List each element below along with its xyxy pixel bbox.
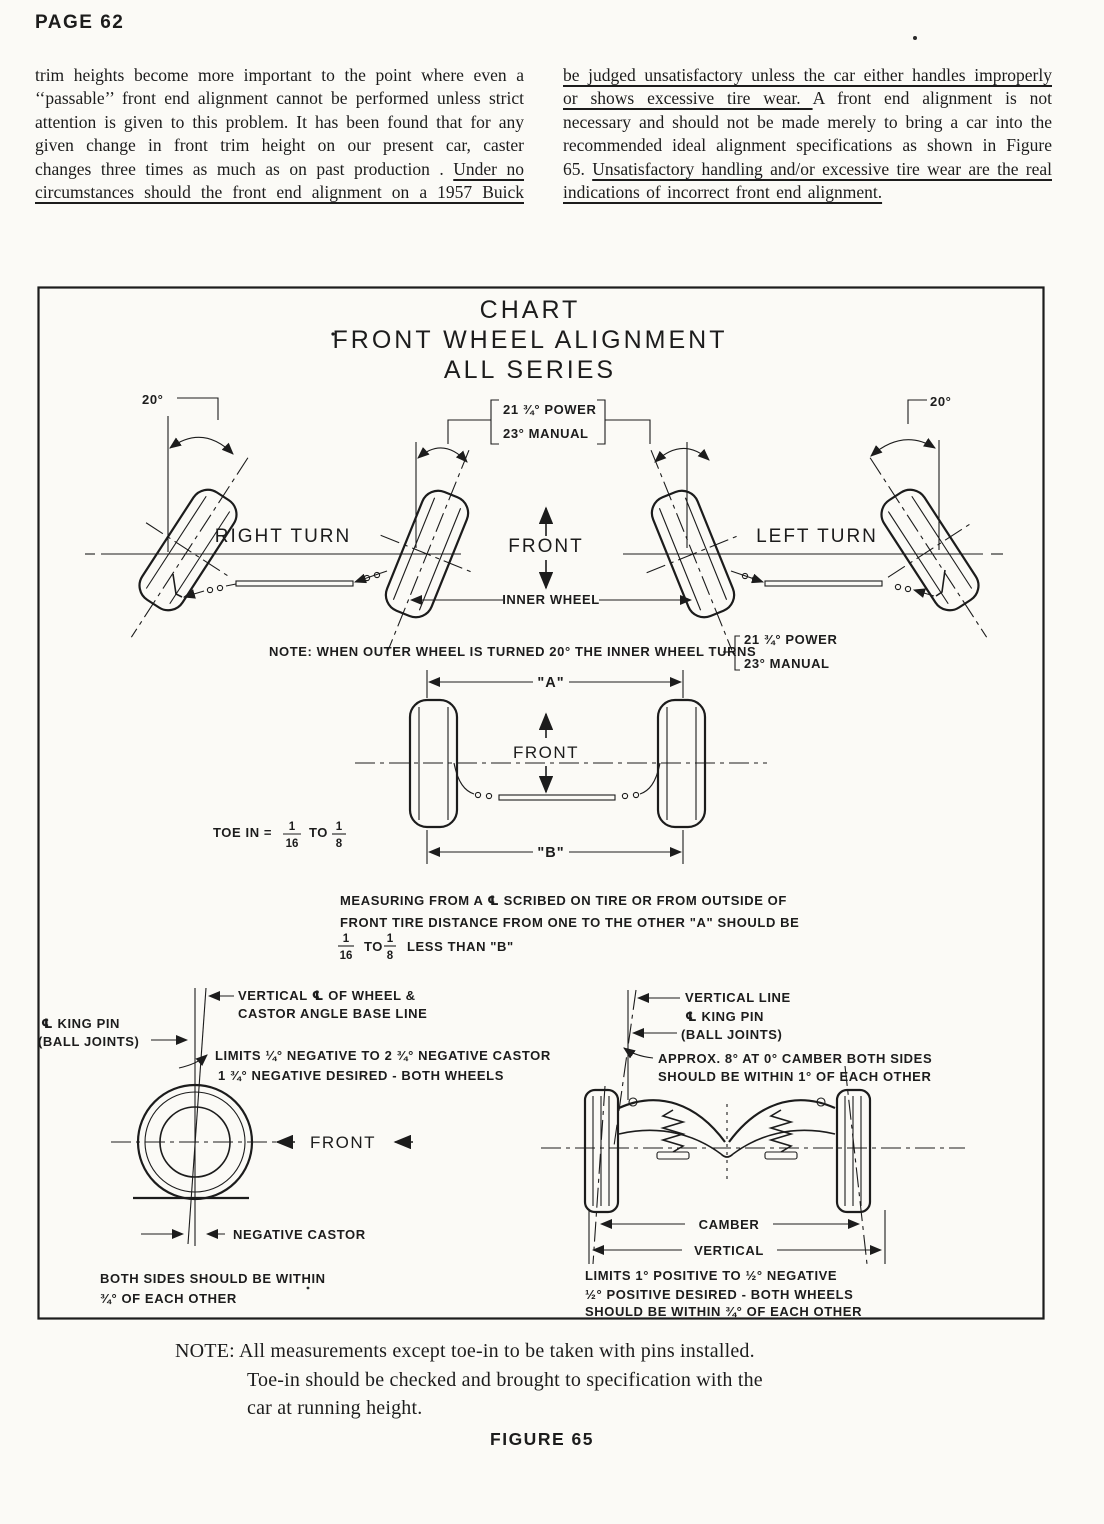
measuring-note-line1: MEASURING FROM A ℄ SCRIBED ON TIRE OR FROM OUTSIDE OF <box>340 893 787 908</box>
king-pin-label-1: ℄ KING PIN <box>41 1016 121 1031</box>
king-pin-label-1: ℄ KING PIN <box>685 1009 765 1024</box>
camber-limits-line3: SHOULD BE WITHIN ¾° OF EACH OTHER <box>585 1304 863 1319</box>
wheel-drawing <box>89 431 289 665</box>
dimension-a <box>427 670 683 698</box>
castor-limits-line1: LIMITS ¼° NEGATIVE TO 2 ¾° NEGATIVE CASTOR <box>215 1048 551 1063</box>
camber-dimension-label: CAMBER <box>698 1217 760 1232</box>
turn-note-power-label: 21 ¾° POWER <box>744 632 838 647</box>
right-turn-label: RIGHT TURN <box>214 526 352 547</box>
left-turn-label: LEFT TURN <box>756 526 878 547</box>
front-direction-indicator <box>277 1133 413 1152</box>
front-label: FRONT <box>512 743 580 762</box>
footnote-line1 <box>175 1340 755 1363</box>
measuring-note-line3: LESS THAN "B" <box>407 939 514 954</box>
camber-limits-line1: LIMITS 1° POSITIVE TO ½° NEGATIVE <box>585 1268 838 1283</box>
body-text-segment: trim heights become more important to the point where even a ‘‘passable’’ front end alignment cannot be performed unless strict attention is given to this problem. It has been found that for any given change in front trim height on our present car, caster changes three times as much as on past production . <box>35 65 524 179</box>
camber-approx-line1: APPROX. 8° AT 0° CAMBER BOTH SIDES <box>658 1051 933 1066</box>
fraction-numerator: 1 <box>386 933 394 945</box>
front-label: FRONT <box>309 1133 377 1152</box>
vertical-line-label: VERTICAL LINE <box>685 990 791 1005</box>
figure-caption: FIGURE 65 <box>490 1429 594 1449</box>
toe-in-prefix: TOE IN = <box>213 825 273 840</box>
wheel-drawing <box>342 431 516 669</box>
turn-note-manual-label: 23° MANUAL <box>744 656 830 671</box>
camber-diagram <box>541 990 965 1319</box>
dimension-a-label: "A" <box>537 675 565 691</box>
figure-65-chart <box>37 286 1047 1322</box>
body-text-underlined-segment: Unsatisfactory handling and/or excessive tire wear are the real indications of incorrect front end alignment. <box>563 158 1052 203</box>
steering-linkage <box>454 763 660 800</box>
footnote-text: All measurements except toe-in to be taken with pins installed. <box>239 1340 755 1362</box>
fraction-numerator: 1 <box>342 933 350 945</box>
dimension-camber <box>601 1217 859 1232</box>
castor-diagram <box>38 988 551 1306</box>
chart-title-line3: ALL SERIES <box>443 356 617 384</box>
wheel-drawing <box>828 431 1028 665</box>
chart-title-line2: FRONT WHEEL ALIGNMENT <box>332 326 728 354</box>
turn-note-text: NOTE: WHEN OUTER WHEEL IS TURNED 20° THE INNER WHEEL TURNS <box>269 644 757 659</box>
front-direction-indicator <box>513 714 579 792</box>
toe-in-to: TO <box>309 825 329 840</box>
footnote-line3: car at running height. <box>247 1397 423 1419</box>
wheel-drawing <box>837 1090 870 1212</box>
camber-approx-line2: SHOULD BE WITHIN 1° OF EACH OTHER <box>658 1069 932 1084</box>
right-turn-angle-label: 20° <box>930 394 952 409</box>
castor-limits-line2: 1 ¾° NEGATIVE DESIRED - BOTH WHEELS <box>218 1068 504 1083</box>
suspension-assembly <box>619 1098 835 1182</box>
toe-in-spec <box>213 821 346 850</box>
steering-angle-bracket <box>448 400 650 444</box>
castor-tolerance-line2: ¾° OF EACH OTHER <box>100 1291 237 1306</box>
measuring-note-to: TO <box>364 939 384 954</box>
dimension-b <box>427 830 683 864</box>
scan-speck <box>307 1287 310 1290</box>
fraction-numerator: 1 <box>335 821 343 833</box>
steering-linkage <box>173 571 387 597</box>
dimension-vertical <box>593 1243 881 1258</box>
steering-linkage <box>731 570 945 596</box>
negative-castor-callout <box>141 1227 366 1242</box>
vertical-centerline-label-2: CASTOR ANGLE BASE LINE <box>238 1006 428 1021</box>
body-text-underlined-segment: Under no circumstances should the front end alignment on a 1957 Buick <box>35 158 525 203</box>
measuring-note-line2: FRONT TIRE DISTANCE FROM ONE TO THE OTHER "A" SHOULD BE <box>340 915 800 930</box>
measuring-note <box>338 893 799 962</box>
footnote-label: NOTE: <box>175 1340 235 1362</box>
power-angle-label: 21 ¾° POWER <box>503 402 597 417</box>
toe-in-diagram <box>213 670 799 962</box>
fraction-denominator: 8 <box>335 838 343 850</box>
left-turn-angle-label: 20° <box>142 392 164 407</box>
fraction-denominator: 16 <box>285 838 299 850</box>
king-pin-label-2: (BALL JOINTS) <box>38 1034 140 1049</box>
turn-note <box>269 632 837 671</box>
front-label: FRONT <box>508 536 584 557</box>
inner-wheel-callout <box>411 592 691 607</box>
chart-title <box>331 296 727 384</box>
body-text-left-column <box>35 64 524 204</box>
turn-diagram <box>85 392 1029 671</box>
footnote-line2: Toe-in should be checked and brought to specification with the <box>247 1369 763 1391</box>
fraction-numerator: 1 <box>288 821 296 833</box>
fraction-denominator: 16 <box>339 950 353 962</box>
body-text-right-column <box>563 64 1052 204</box>
king-pin-label-2: (BALL JOINTS) <box>681 1027 783 1042</box>
vertical-dimension-label: VERTICAL <box>694 1243 764 1258</box>
chart-title-line1: CHART <box>479 296 581 324</box>
front-direction-indicator <box>508 508 583 588</box>
scan-speck <box>913 36 917 40</box>
manual-angle-label: 23° MANUAL <box>503 426 589 441</box>
castor-tolerance-line1: BOTH SIDES SHOULD BE WITHIN <box>100 1271 326 1286</box>
body-text-underlined-segment: be judged unsatisfactory unless the car either handles improperly or shows excessive tire wear. <box>563 65 1052 109</box>
page-number: PAGE 62 <box>35 12 125 33</box>
vertical-centerline-label-1: VERTICAL ℄ OF WHEEL & <box>238 988 416 1003</box>
dimension-b-label: "B" <box>537 845 565 861</box>
negative-castor-label: NEGATIVE CASTOR <box>233 1227 366 1242</box>
camber-limits-line2: ½° POSITIVE DESIRED - BOTH WHEELS <box>585 1287 854 1302</box>
body-text-segment: A front end alignment is not necessary and should not be made merely to bring a car into the recommended ideal alignment specifications as shown in Figure 65. <box>563 88 1052 179</box>
inner-wheel-label: INNER WHEEL <box>502 592 600 607</box>
fraction-denominator: 8 <box>386 950 394 962</box>
wheel-drawing <box>585 1090 618 1212</box>
